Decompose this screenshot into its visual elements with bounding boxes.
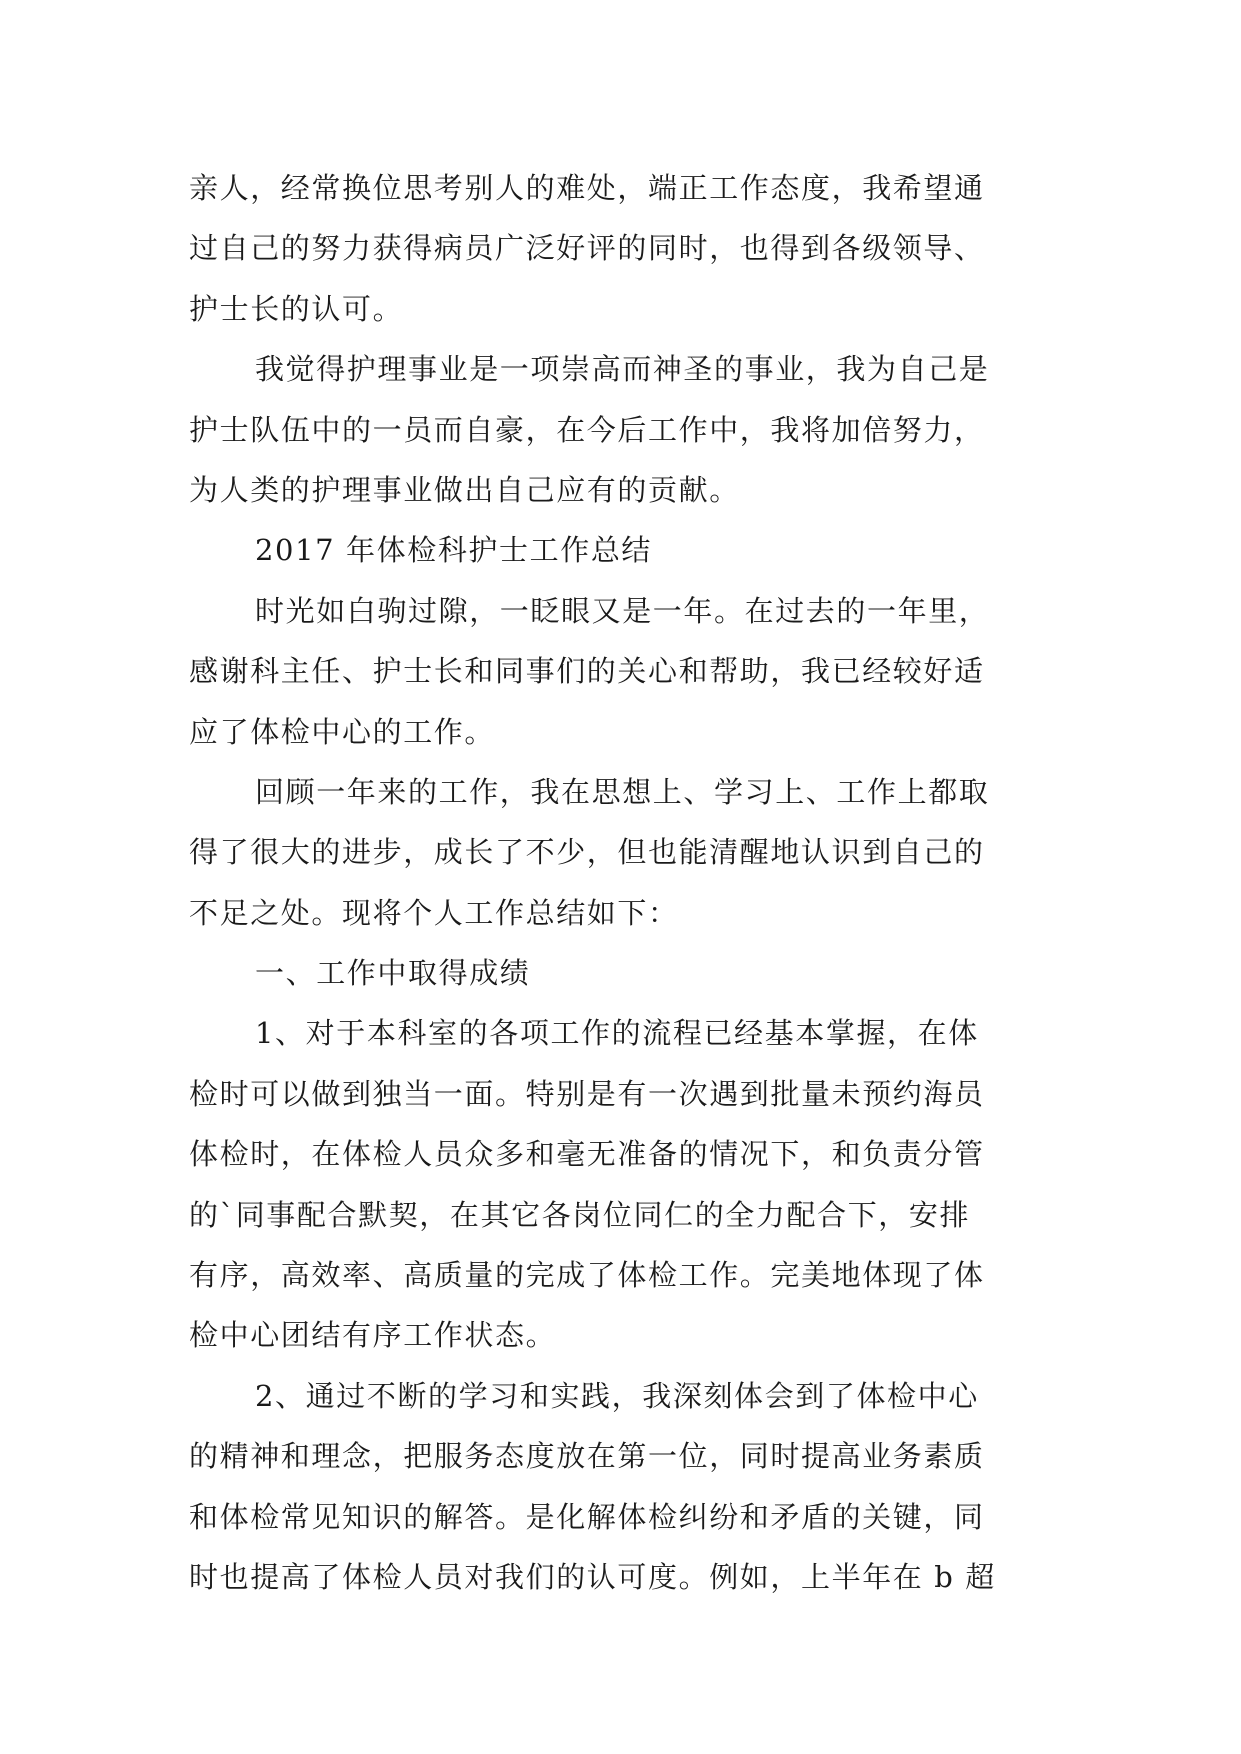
text-line: 为人类的护理事业做出自己应有的贡献。 (189, 472, 740, 507)
text-line: 护士队伍中的一员而自豪，在今后工作中，我将加倍努力， (189, 412, 985, 447)
text-line: 1、对于本科室的各项工作的流程已经基本掌握，在体 (255, 1016, 979, 1051)
text-line: 检中心团结有序工作状态。 (189, 1318, 557, 1353)
text-line: 一、工作中取得成绩 (255, 956, 531, 991)
text-line: 亲人，经常换位思考别人的难处，端正工作态度，我希望通 (189, 171, 985, 205)
text-line: 的精神和理念，把服务态度放在第一位，同时提高业务素质 (189, 1439, 985, 1474)
text-line: 有序，高效率、高质量的完成了体检工作。完美地体现了体 (189, 1258, 985, 1293)
text-line: 感谢科主任、护士长和同事们的关心和帮助，我已经较好适 (189, 654, 985, 689)
text-line: 应了体检中心的工作。 (189, 714, 496, 749)
text-line: 和体检常见知识的解答。是化解体检纠纷和矛盾的关键，同 (189, 1499, 985, 1534)
text-line: 检时可以做到独当一面。特别是有一次遇到批量未预约海员 (189, 1076, 985, 1111)
text-line: 回顾一年来的工作，我在思想上、学习上、工作上都取 (255, 774, 990, 809)
text-line: 的`同事配合默契，在其它各岗位同仁的全力配合下，安排 (189, 1197, 971, 1232)
text-line: 护士长的认可。 (189, 291, 404, 326)
text-line: 体检时，在体检人员众多和毫无准备的情况下，和负责分管 (189, 1137, 985, 1172)
text-line: 时也提高了体检人员对我们的认可度。例如，上半年在 b 超 (189, 1559, 996, 1594)
text-line: 得了很大的进步，成长了不少，但也能清醒地认识到自己的 (189, 835, 985, 870)
text-line: 2、通过不断的学习和实践，我深刻体会到了体检中心 (255, 1378, 979, 1413)
document-body (189, 158, 1065, 1607)
text-line: 2017 年体检科护士工作总结 (255, 533, 653, 568)
text-line: 过自己的努力获得病员广泛好评的同时，也得到各级领导、 (189, 231, 985, 266)
text-line: 时光如白驹过隙，一眨眼又是一年。在过去的一年里， (255, 593, 990, 628)
text-line: 不足之处。现将个人工作总结如下： (189, 895, 679, 930)
text-line: 我觉得护理事业是一项崇高而神圣的事业，我为自己是 (255, 352, 990, 387)
